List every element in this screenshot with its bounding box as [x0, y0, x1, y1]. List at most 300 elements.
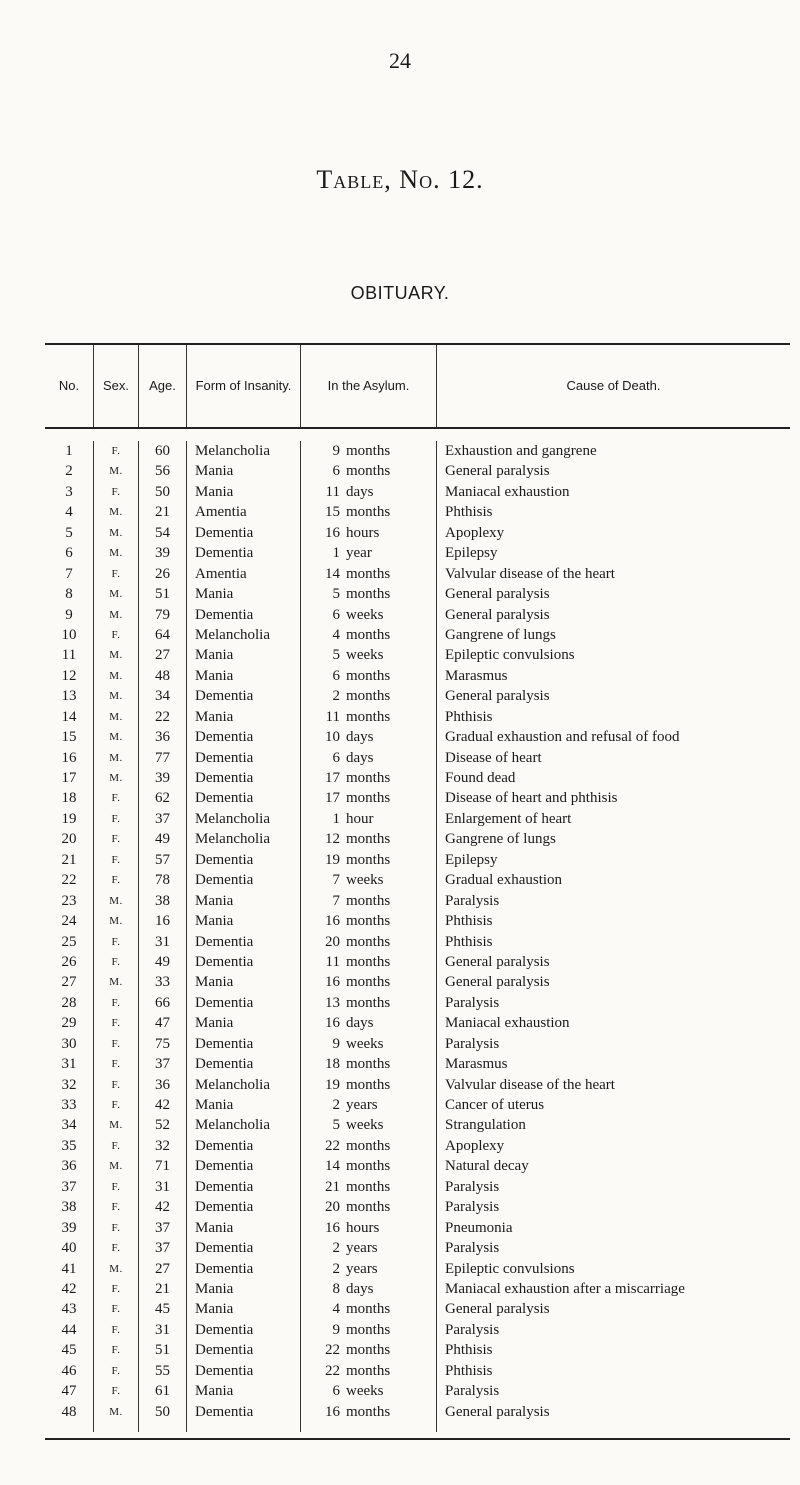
- header-age: Age.: [139, 345, 187, 427]
- cell-in-the-asylum: [301, 1054, 437, 1074]
- cell-sex: M.: [94, 543, 139, 563]
- cell-no: 41: [45, 1259, 94, 1279]
- cell-sex: F.: [94, 829, 139, 849]
- table-header: [45, 345, 790, 429]
- cell-sex: M.: [94, 666, 139, 686]
- cell-age: 36: [139, 727, 187, 747]
- cell-in-the-asylum: [301, 1361, 437, 1381]
- cell-form-of-insanity: Melancholia: [187, 441, 301, 461]
- cell-no: 25: [45, 932, 94, 952]
- cell-age: 32: [139, 1136, 187, 1156]
- cell-form-of-insanity: Dementia: [187, 727, 301, 747]
- asylum-duration-unit: months: [346, 790, 391, 807]
- cell-form-of-insanity: Melancholia: [187, 809, 301, 829]
- asylum-duration-number: 16: [325, 524, 340, 541]
- asylum-duration-unit: hour: [346, 810, 374, 827]
- cell-age: 42: [139, 1095, 187, 1115]
- cell-in-the-asylum: [301, 666, 437, 686]
- table-row: [45, 1156, 790, 1176]
- cell-age: 37: [139, 1218, 187, 1238]
- asylum-duration-unit: days: [346, 1015, 374, 1032]
- table-title: Table, No. 12.: [316, 165, 484, 194]
- cell-no: 2: [45, 461, 94, 481]
- cell-form-of-insanity: Dementia: [187, 748, 301, 768]
- table-row: [45, 1054, 790, 1074]
- cell-cause-of-death: Phthisis: [445, 933, 493, 950]
- cell-form-of-insanity: Mania: [187, 461, 301, 481]
- table-bottom-rule: [45, 1438, 790, 1440]
- cell-cause-of-death: General paralysis: [445, 463, 550, 480]
- cell-form-of-insanity: Dementia: [187, 1054, 301, 1074]
- cell-form-of-insanity: Dementia: [187, 1136, 301, 1156]
- cell-form-of-insanity: Mania: [187, 707, 301, 727]
- cell-sex: M.: [94, 1259, 139, 1279]
- cell-cause-of-death: Maniacal exhaustion: [445, 483, 570, 500]
- cell-form-of-insanity: Dementia: [187, 1238, 301, 1258]
- cell-no: 5: [45, 523, 94, 543]
- cell-age: 49: [139, 952, 187, 972]
- cell-form-of-insanity: Melancholia: [187, 1115, 301, 1135]
- cell-age: 48: [139, 666, 187, 686]
- cell-sex: F.: [94, 1054, 139, 1074]
- asylum-duration-unit: months: [346, 1076, 391, 1093]
- header-cause-of-death: Cause of Death.: [566, 378, 661, 393]
- cell-no: 47: [45, 1381, 94, 1401]
- asylum-duration-unit: months: [346, 1403, 391, 1420]
- asylum-duration-unit: months: [346, 1056, 391, 1073]
- cell-sex: F.: [94, 1075, 139, 1095]
- cell-age: 55: [139, 1361, 187, 1381]
- asylum-duration-number: 6: [332, 1383, 340, 1400]
- cell-sex: M.: [94, 748, 139, 768]
- cell-form-of-insanity: Mania: [187, 645, 301, 665]
- cell-in-the-asylum: [301, 1259, 437, 1279]
- asylum-duration-number: 21: [325, 1178, 340, 1195]
- cell-age: 60: [139, 441, 187, 461]
- cell-sex: F.: [94, 1238, 139, 1258]
- cell-age: 56: [139, 461, 187, 481]
- cell-age: 62: [139, 788, 187, 808]
- asylum-duration-unit: months: [346, 1137, 391, 1154]
- asylum-duration-unit: months: [346, 994, 391, 1011]
- table-row: [45, 952, 790, 972]
- cell-in-the-asylum: [301, 748, 437, 768]
- table-row: [45, 605, 790, 625]
- table-body: [45, 429, 790, 1422]
- cell-in-the-asylum: [301, 482, 437, 502]
- asylum-duration-number: 9: [332, 443, 340, 459]
- cell-sex: F.: [94, 482, 139, 502]
- cell-form-of-insanity: Mania: [187, 1279, 301, 1299]
- asylum-duration-unit: months: [346, 586, 391, 603]
- cell-no: 45: [45, 1340, 94, 1360]
- cell-age: 39: [139, 768, 187, 788]
- cell-cause-of-death: Paralysis: [445, 892, 500, 909]
- asylum-duration-unit: weeks: [346, 872, 384, 889]
- cell-form-of-insanity: Dementia: [187, 993, 301, 1013]
- cell-sex: F.: [94, 1361, 139, 1381]
- header-sex: Sex.: [94, 345, 139, 427]
- table-row: [45, 1340, 790, 1360]
- table-row: [45, 932, 790, 952]
- cell-no: 9: [45, 605, 94, 625]
- asylum-duration-number: 14: [325, 565, 340, 582]
- table-row: [45, 686, 790, 706]
- cell-sex: F.: [94, 850, 139, 870]
- cell-sex: M.: [94, 911, 139, 931]
- cell-sex: M.: [94, 768, 139, 788]
- cell-no: 4: [45, 502, 94, 522]
- cell-in-the-asylum: [301, 523, 437, 543]
- cell-form-of-insanity: Amentia: [187, 564, 301, 584]
- table-row: [45, 1381, 790, 1401]
- table-row: [45, 1402, 790, 1422]
- asylum-duration-unit: months: [346, 443, 391, 459]
- asylum-duration-unit: months: [346, 974, 391, 991]
- cell-sex: M.: [94, 707, 139, 727]
- cell-age: 36: [139, 1075, 187, 1095]
- cell-age: 45: [139, 1299, 187, 1319]
- cell-sex: F.: [94, 625, 139, 645]
- cell-no: 14: [45, 707, 94, 727]
- cell-form-of-insanity: Melancholia: [187, 625, 301, 645]
- cell-cause-of-death: Paralysis: [445, 1178, 500, 1195]
- cell-form-of-insanity: Dementia: [187, 1361, 301, 1381]
- cell-age: 66: [139, 993, 187, 1013]
- cell-sex: F.: [94, 1034, 139, 1054]
- cell-no: 27: [45, 972, 94, 992]
- cell-in-the-asylum: [301, 1095, 437, 1115]
- cell-sex: F.: [94, 1095, 139, 1115]
- asylum-duration-unit: weeks: [346, 1035, 384, 1052]
- cell-age: 31: [139, 1320, 187, 1340]
- asylum-duration-unit: weeks: [346, 1117, 384, 1134]
- asylum-duration-unit: months: [346, 892, 391, 909]
- cell-age: 21: [139, 1279, 187, 1299]
- cell-in-the-asylum: [301, 1238, 437, 1258]
- cell-in-the-asylum: [301, 891, 437, 911]
- table-row: [45, 1034, 790, 1054]
- cell-in-the-asylum: [301, 625, 437, 645]
- cell-age: 50: [139, 482, 187, 502]
- cell-no: 31: [45, 1054, 94, 1074]
- asylum-duration-unit: months: [346, 913, 391, 930]
- cell-in-the-asylum: [301, 1299, 437, 1319]
- cell-age: 54: [139, 523, 187, 543]
- table-row: [45, 1299, 790, 1319]
- cell-cause-of-death: Valvular disease of the heart: [445, 1076, 615, 1093]
- asylum-duration-unit: months: [346, 1199, 391, 1216]
- asylum-duration-unit: days: [346, 729, 374, 746]
- cell-age: 37: [139, 1238, 187, 1258]
- cell-no: 34: [45, 1115, 94, 1135]
- asylum-duration-unit: months: [346, 565, 391, 582]
- cell-in-the-asylum: [301, 993, 437, 1013]
- cell-in-the-asylum: [301, 707, 437, 727]
- cell-in-the-asylum: [301, 932, 437, 952]
- cell-no: 24: [45, 911, 94, 931]
- cell-cause-of-death: Gradual exhaustion and refusal of food: [445, 729, 680, 746]
- header-in-the-asylum: In the Asylum.: [301, 345, 437, 427]
- table-row: [45, 993, 790, 1013]
- asylum-duration-unit: year: [346, 545, 372, 562]
- cell-no: 10: [45, 625, 94, 645]
- cell-cause-of-death: Epileptic convulsions: [445, 647, 575, 664]
- cell-cause-of-death: Paralysis: [445, 1035, 500, 1052]
- table-row: [45, 523, 790, 543]
- table-row: [45, 829, 790, 849]
- cell-in-the-asylum: [301, 850, 437, 870]
- cell-sex: M.: [94, 645, 139, 665]
- cell-in-the-asylum: [301, 1177, 437, 1197]
- cell-sex: F.: [94, 564, 139, 584]
- cell-cause-of-death: Strangulation: [445, 1117, 526, 1134]
- cell-age: 21: [139, 502, 187, 522]
- cell-no: 8: [45, 584, 94, 604]
- asylum-duration-number: 10: [325, 729, 340, 746]
- cell-no: 21: [45, 850, 94, 870]
- asylum-duration-number: 1: [332, 545, 340, 562]
- table-bottom-spacer: [45, 1422, 790, 1432]
- cell-sex: F.: [94, 1320, 139, 1340]
- cell-cause-of-death: Apoplexy: [445, 1137, 505, 1154]
- asylum-duration-number: 16: [325, 913, 340, 930]
- cell-in-the-asylum: [301, 1013, 437, 1033]
- cell-in-the-asylum: [301, 1115, 437, 1135]
- asylum-duration-number: 19: [325, 851, 340, 868]
- cell-in-the-asylum: [301, 1218, 437, 1238]
- cell-form-of-insanity: Mania: [187, 1299, 301, 1319]
- cell-form-of-insanity: Melancholia: [187, 829, 301, 849]
- asylum-duration-unit: months: [346, 708, 391, 725]
- asylum-duration-unit: years: [346, 1260, 378, 1277]
- cell-no: 26: [45, 952, 94, 972]
- cell-form-of-insanity: Dementia: [187, 788, 301, 808]
- cell-cause-of-death: Apoplexy: [445, 524, 505, 541]
- cell-form-of-insanity: Mania: [187, 911, 301, 931]
- cell-sex: M.: [94, 1402, 139, 1422]
- cell-sex: F.: [94, 993, 139, 1013]
- cell-age: 37: [139, 1054, 187, 1074]
- table-row: [45, 1115, 790, 1135]
- table-row: [45, 1361, 790, 1381]
- cell-cause-of-death: Disease of heart: [445, 749, 542, 766]
- cell-in-the-asylum: [301, 1136, 437, 1156]
- cell-cause-of-death: Epilepsy: [445, 545, 498, 562]
- cell-form-of-insanity: Dementia: [187, 1034, 301, 1054]
- asylum-duration-number: 22: [325, 1342, 340, 1359]
- table-row: [45, 1279, 790, 1299]
- asylum-duration-unit: months: [346, 831, 391, 848]
- cell-in-the-asylum: [301, 870, 437, 890]
- asylum-duration-number: 5: [332, 647, 340, 664]
- cell-form-of-insanity: Dementia: [187, 1320, 301, 1340]
- asylum-duration-number: 11: [325, 483, 340, 500]
- cell-cause-of-death: Epilepsy: [445, 851, 498, 868]
- cell-cause-of-death: Enlargement of heart: [445, 810, 572, 827]
- cell-form-of-insanity: Dementia: [187, 1402, 301, 1422]
- table-row: [45, 788, 790, 808]
- asylum-duration-number: 14: [325, 1158, 340, 1175]
- cell-sex: F.: [94, 1299, 139, 1319]
- cell-sex: M.: [94, 972, 139, 992]
- asylum-duration-number: 19: [325, 1076, 340, 1093]
- table-row: [45, 461, 790, 481]
- cell-form-of-insanity: Mania: [187, 584, 301, 604]
- table-row: [45, 482, 790, 502]
- cell-no: 6: [45, 543, 94, 563]
- asylum-duration-number: 20: [325, 1199, 340, 1216]
- cell-no: 37: [45, 1177, 94, 1197]
- cell-no: 32: [45, 1075, 94, 1095]
- cell-no: 17: [45, 768, 94, 788]
- asylum-duration-unit: hours: [346, 524, 380, 541]
- cell-form-of-insanity: Dementia: [187, 1197, 301, 1217]
- cell-age: 61: [139, 1381, 187, 1401]
- cell-form-of-insanity: Mania: [187, 666, 301, 686]
- table-row: [45, 850, 790, 870]
- cell-in-the-asylum: [301, 584, 437, 604]
- asylum-duration-number: 15: [325, 504, 340, 521]
- cell-sex: F.: [94, 1177, 139, 1197]
- table-row: [45, 584, 790, 604]
- cell-in-the-asylum: [301, 461, 437, 481]
- table-row: [45, 1013, 790, 1033]
- asylum-duration-number: 6: [332, 463, 340, 480]
- cell-age: 27: [139, 1259, 187, 1279]
- asylum-duration-number: 2: [332, 1240, 340, 1257]
- table-row: [45, 564, 790, 584]
- cell-cause-of-death: Disease of heart and phthisis: [445, 790, 618, 807]
- cell-no: 38: [45, 1197, 94, 1217]
- cell-cause-of-death: General paralysis: [445, 1403, 550, 1420]
- cell-no: 43: [45, 1299, 94, 1319]
- cell-cause-of-death: Paralysis: [445, 1383, 500, 1400]
- asylum-duration-number: 2: [332, 1097, 340, 1113]
- cell-age: 42: [139, 1197, 187, 1217]
- asylum-duration-number: 16: [325, 1219, 340, 1236]
- cell-form-of-insanity: Mania: [187, 1095, 301, 1115]
- cell-sex: M.: [94, 727, 139, 747]
- table-row: [45, 441, 790, 461]
- cell-no: 40: [45, 1238, 94, 1258]
- asylum-duration-unit: days: [346, 483, 374, 500]
- asylum-duration-unit: days: [346, 1280, 374, 1297]
- cell-sex: F.: [94, 870, 139, 890]
- asylum-duration-unit: months: [346, 933, 391, 950]
- asylum-duration-number: 6: [332, 749, 340, 766]
- cell-no: 28: [45, 993, 94, 1013]
- asylum-duration-number: 17: [325, 770, 340, 786]
- asylum-duration-number: 13: [325, 994, 340, 1011]
- cell-sex: F.: [94, 788, 139, 808]
- cell-cause-of-death: Paralysis: [445, 1199, 500, 1216]
- cell-cause-of-death: Natural decay: [445, 1158, 529, 1175]
- cell-cause-of-death: Paralysis: [445, 994, 500, 1011]
- asylum-duration-unit: months: [346, 1178, 391, 1195]
- cell-sex: M.: [94, 1156, 139, 1176]
- cell-no: 29: [45, 1013, 94, 1033]
- table-row: [45, 1238, 790, 1258]
- cell-cause-of-death: General paralysis: [445, 688, 550, 705]
- cell-age: 75: [139, 1034, 187, 1054]
- cell-no: 3: [45, 482, 94, 502]
- asylum-duration-number: 7: [332, 892, 340, 909]
- cell-form-of-insanity: Mania: [187, 972, 301, 992]
- cell-form-of-insanity: Dementia: [187, 1340, 301, 1360]
- cell-age: 64: [139, 625, 187, 645]
- cell-sex: M.: [94, 891, 139, 911]
- cell-in-the-asylum: [301, 1034, 437, 1054]
- cell-sex: F.: [94, 1136, 139, 1156]
- cell-in-the-asylum: [301, 1340, 437, 1360]
- cell-no: 48: [45, 1402, 94, 1422]
- asylum-duration-number: 8: [332, 1280, 340, 1297]
- cell-sex: F.: [94, 1279, 139, 1299]
- cell-no: 22: [45, 870, 94, 890]
- asylum-duration-number: 20: [325, 933, 340, 950]
- asylum-duration-number: 5: [332, 1117, 340, 1134]
- asylum-duration-unit: months: [346, 1342, 391, 1359]
- cell-in-the-asylum: [301, 1402, 437, 1422]
- cell-cause-of-death: Phthisis: [445, 504, 493, 521]
- cell-in-the-asylum: [301, 502, 437, 522]
- cell-sex: F.: [94, 809, 139, 829]
- cell-age: 39: [139, 543, 187, 563]
- cell-sex: F.: [94, 1197, 139, 1217]
- cell-cause-of-death: Phthisis: [445, 1342, 493, 1359]
- asylum-duration-number: 18: [325, 1056, 340, 1073]
- cell-no: 16: [45, 748, 94, 768]
- cell-form-of-insanity: Mania: [187, 1381, 301, 1401]
- cell-form-of-insanity: Mania: [187, 482, 301, 502]
- asylum-duration-number: 4: [332, 626, 340, 643]
- asylum-duration-unit: months: [346, 953, 391, 970]
- cell-in-the-asylum: [301, 605, 437, 625]
- asylum-duration-unit: months: [346, 667, 391, 684]
- cell-in-the-asylum: [301, 1381, 437, 1401]
- obituary-table: [45, 343, 790, 1440]
- cell-sex: F.: [94, 932, 139, 952]
- cell-cause-of-death: Phthisis: [445, 913, 493, 930]
- asylum-duration-unit: years: [346, 1240, 378, 1257]
- cell-in-the-asylum: [301, 768, 437, 788]
- asylum-duration-number: 22: [325, 1362, 340, 1379]
- cell-in-the-asylum: [301, 911, 437, 931]
- asylum-duration-unit: months: [346, 1321, 391, 1338]
- cell-age: 47: [139, 1013, 187, 1033]
- table-row: [45, 972, 790, 992]
- cell-no: 11: [45, 645, 94, 665]
- cell-age: 37: [139, 809, 187, 829]
- cell-age: 31: [139, 1177, 187, 1197]
- cell-sex: M.: [94, 1115, 139, 1135]
- cell-form-of-insanity: Dementia: [187, 1259, 301, 1279]
- cell-form-of-insanity: Amentia: [187, 502, 301, 522]
- cell-in-the-asylum: [301, 788, 437, 808]
- cell-no: 1: [45, 441, 94, 461]
- asylum-duration-number: 7: [332, 872, 340, 889]
- cell-sex: M.: [94, 502, 139, 522]
- cell-no: 18: [45, 788, 94, 808]
- cell-sex: M.: [94, 686, 139, 706]
- cell-no: 36: [45, 1156, 94, 1176]
- cell-age: 79: [139, 605, 187, 625]
- cell-cause-of-death: Gangrene of lungs: [445, 831, 556, 848]
- asylum-duration-number: 5: [332, 586, 340, 603]
- asylum-duration-number: 9: [332, 1035, 340, 1052]
- cell-in-the-asylum: [301, 564, 437, 584]
